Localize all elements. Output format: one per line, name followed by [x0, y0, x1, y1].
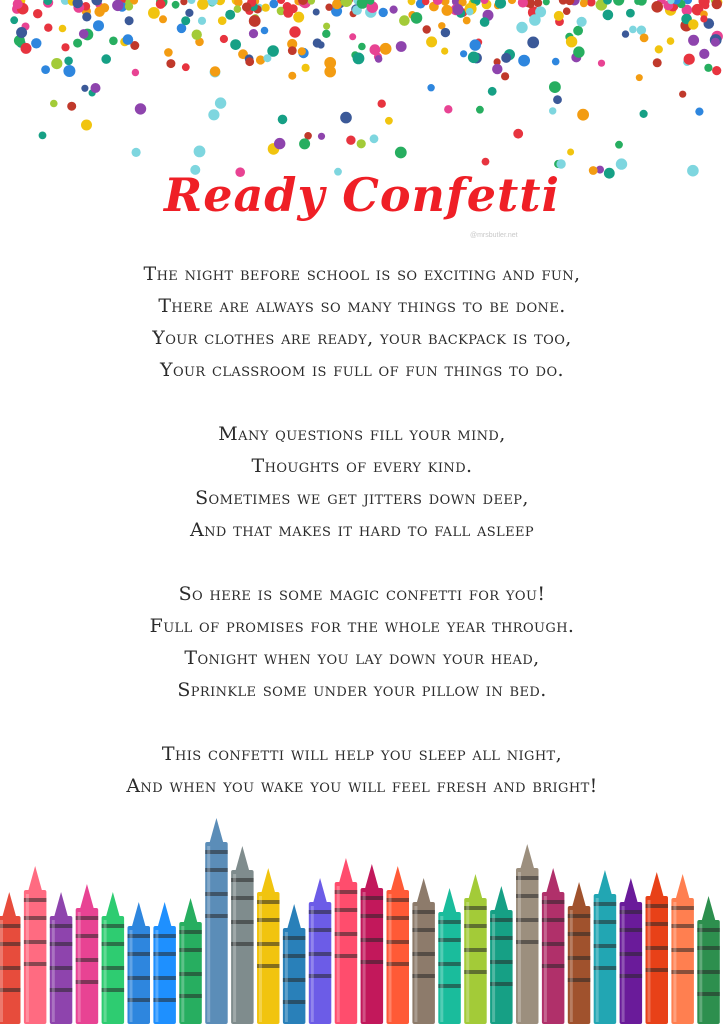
confetti-dot [164, 48, 173, 57]
confetti-dot [684, 54, 695, 65]
confetti-dot [667, 37, 675, 45]
confetti-dot [207, 0, 217, 6]
crayon [179, 898, 202, 1024]
confetti-dot [427, 84, 434, 91]
confetti-dot [573, 26, 583, 36]
confetti-dot [322, 30, 330, 38]
confetti-dot [132, 148, 141, 157]
confetti-dot [423, 25, 431, 33]
crayon [283, 904, 306, 1024]
confetti-dot [577, 17, 587, 27]
confetti-dot [181, 16, 190, 25]
confetti-dot [185, 9, 193, 17]
confetti-dot [249, 29, 258, 38]
confetti-dot [288, 72, 296, 80]
crayon [490, 886, 512, 1024]
confetti-dot [210, 66, 220, 76]
confetti-dot [626, 9, 635, 18]
confetti-dot [688, 35, 699, 46]
confetti-dot [501, 53, 511, 63]
crayons-decoration [0, 810, 724, 1024]
poem-line: Full of promises for the whole year through. [149, 615, 575, 637]
confetti-dot [712, 0, 722, 9]
confetti-dot [148, 7, 160, 19]
confetti-dot [379, 8, 388, 17]
stanza-3 [0, 578, 724, 706]
confetti-dot [304, 132, 312, 140]
confetti-dot [230, 39, 241, 50]
confetti-dot [559, 0, 568, 5]
confetti-dot [349, 33, 356, 40]
crayon [205, 818, 228, 1024]
confetti-dot [269, 0, 278, 8]
confetti-dot [242, 2, 251, 11]
confetti-dot [463, 17, 471, 25]
confetti-dot [73, 39, 82, 48]
confetti-dot [699, 49, 709, 59]
confetti-dot [274, 138, 285, 149]
crayon [128, 902, 151, 1024]
confetti-dot [492, 64, 502, 74]
poem-line: The night before school is so exciting and fun, [143, 263, 581, 285]
crayon [620, 878, 643, 1024]
confetti-dot [324, 57, 336, 69]
watermark-text: @mrsbutler.net [470, 232, 518, 239]
confetti-dot [33, 9, 42, 18]
confetti-dot [640, 110, 648, 118]
confetti-dot [577, 109, 589, 121]
confetti-dot [385, 117, 393, 125]
crayon [50, 892, 73, 1024]
crayon [412, 878, 435, 1024]
confetti-dot [552, 58, 560, 66]
confetti-dot [180, 0, 187, 5]
confetti-dot [132, 69, 139, 76]
confetti-dot [123, 34, 134, 45]
crayon [516, 844, 539, 1024]
confetti-dot [653, 58, 662, 67]
confetti-dot [535, 6, 546, 17]
poem-line: And when you wake you will feel fresh and bright! [126, 775, 598, 797]
confetti-dot [194, 146, 206, 158]
confetti-dot [93, 20, 104, 31]
crayon [646, 872, 669, 1024]
confetti-dot [399, 15, 410, 26]
confetti-dot [580, 0, 588, 7]
confetti-dot [112, 0, 123, 11]
confetti-dot [573, 46, 584, 57]
confetti-dot [587, 0, 596, 7]
confetti-dot [101, 54, 111, 64]
confetti-dot [278, 115, 288, 125]
confetti-dot [358, 43, 366, 51]
confetti-dot [353, 53, 365, 65]
confetti-dot [39, 132, 47, 140]
confetti-dot [159, 15, 167, 23]
confetti-dot [640, 34, 649, 43]
confetti-dot [711, 38, 720, 47]
confetti-dot [513, 129, 523, 139]
confetti-dot [470, 39, 481, 50]
confetti-dot [79, 29, 89, 39]
confetti-dot [549, 81, 561, 93]
confetti-dot [357, 139, 366, 148]
confetti-dot [549, 107, 556, 114]
confetti-dot [688, 19, 698, 29]
confetti-dot [704, 64, 712, 72]
confetti-dot [64, 57, 73, 66]
confetti-dot [370, 134, 379, 143]
poem-line: This confetti will help you sleep all night, [161, 743, 563, 765]
confetti-dot [375, 55, 383, 63]
poem-line: So here is some magic confetti for you! [178, 583, 546, 605]
confetti-dot [516, 22, 527, 33]
confetti-dot [534, 0, 542, 7]
confetti-dot [302, 64, 310, 72]
poem-body [0, 258, 724, 834]
crayon [568, 882, 591, 1024]
confetti-dot [629, 26, 637, 34]
crayon [335, 858, 358, 1024]
confetti-dot [480, 17, 490, 27]
confetti-dot [622, 30, 629, 37]
crayon [231, 846, 254, 1024]
confetti-dot [508, 0, 516, 4]
crayon [542, 868, 565, 1024]
confetti-dot [215, 97, 226, 108]
confetti-dot [125, 2, 133, 10]
confetti-dot [81, 85, 88, 92]
confetti-dot [67, 102, 76, 111]
confetti-dot [636, 74, 643, 81]
confetti-dot [261, 27, 269, 35]
confetti-dot [655, 45, 663, 53]
confetti-dot [651, 1, 663, 13]
poem-line: Thoughts of every kind. [251, 455, 473, 477]
confetti-dot [188, 0, 196, 4]
confetti-dot [615, 141, 623, 149]
confetti-dot [695, 108, 703, 116]
confetti-dot [81, 120, 92, 131]
confetti-dot [298, 47, 306, 55]
confetti-dot [442, 5, 453, 16]
confetti-dot [289, 26, 300, 37]
confetti-dot [166, 59, 175, 68]
confetti-dot [220, 35, 228, 43]
confetti-dot [262, 4, 270, 12]
confetti-dot [31, 38, 41, 48]
confetti-dot [91, 83, 101, 93]
crayon [24, 866, 47, 1024]
confetti-dot [135, 103, 146, 114]
confetti-dot [411, 12, 423, 24]
confetti-dot [182, 63, 190, 71]
confetti-dot [192, 30, 202, 40]
confetti-dot [603, 10, 614, 21]
confetti-dot [460, 50, 467, 57]
confetti-dot [444, 105, 452, 113]
confetti-dot [700, 15, 707, 22]
confetti-dot [378, 100, 386, 108]
crayon [76, 884, 99, 1024]
confetti-dot [82, 12, 91, 21]
crayon [697, 896, 720, 1024]
confetti-dot [44, 24, 52, 32]
confetti-dot [234, 5, 242, 13]
confetti-dot [197, 0, 208, 10]
crayon [102, 892, 125, 1024]
confetti-dot [380, 43, 392, 55]
confetti-dot [208, 109, 219, 120]
confetti-dot [59, 25, 67, 33]
confetti-dot [21, 43, 32, 54]
crayon [361, 864, 384, 1024]
confetti-dot [408, 0, 416, 5]
confetti-dot [554, 11, 564, 21]
poem-line: Sprinkle some under your pillow in bed. [177, 679, 547, 701]
poem-line: Your classroom is full of fun things to do. [160, 359, 564, 381]
confetti-dot [318, 133, 325, 140]
confetti-dot [51, 58, 62, 69]
poem-line: Sometimes we get jitters down deep, [195, 487, 529, 509]
confetti-dot [567, 149, 574, 156]
crayon [0, 892, 21, 1024]
confetti-dot [566, 36, 577, 47]
crayon [438, 888, 461, 1024]
confetti-dot [395, 147, 407, 159]
confetti-dot [325, 3, 332, 10]
confetti-dot [10, 16, 18, 24]
confetti-dot [313, 38, 322, 47]
confetti-dot [172, 1, 180, 9]
poem-line: There are always so many things to be done. [158, 295, 566, 317]
confetti-dot [370, 44, 381, 55]
confetti-dot [346, 136, 355, 145]
confetti-dot [468, 52, 480, 64]
confetti-dot [553, 95, 562, 104]
confetti-dot [41, 65, 50, 74]
poem-line: And that makes it hard to fall asleep [189, 519, 535, 541]
confetti-dot [712, 66, 721, 75]
confetti-dot [563, 7, 571, 15]
confetti-dot [340, 112, 352, 124]
confetti-dot [283, 2, 292, 11]
confetti-dot [263, 54, 271, 62]
confetti-dot [390, 6, 398, 14]
crayon [309, 878, 332, 1024]
confetti-dot [679, 91, 686, 98]
crayon [671, 874, 694, 1024]
stanza-4 [0, 738, 724, 802]
confetti-dot [16, 27, 27, 38]
stanza-2 [0, 418, 724, 546]
confetti-dot [452, 4, 463, 15]
confetti-dot [441, 48, 448, 55]
confetti-dot [613, 0, 624, 6]
confetti-dot [488, 87, 497, 96]
confetti-dot [156, 0, 166, 9]
confetti-dot [501, 72, 509, 80]
poem-line: Tonight when you lay down your head, [184, 647, 540, 669]
confetti-dot [218, 16, 227, 25]
confetti-dot [441, 28, 450, 37]
crayon [594, 870, 617, 1024]
confetti-dot [543, 0, 550, 5]
confetti-dot [61, 43, 69, 51]
confetti-dot [100, 3, 109, 12]
confetti-dot [225, 10, 235, 20]
confetti-dot [109, 37, 118, 46]
confetti-dot [63, 65, 75, 77]
confetti-dot [313, 9, 320, 16]
confetti-dot [527, 37, 539, 49]
confetti-dot [396, 41, 407, 52]
stanza-1 [0, 258, 724, 386]
confetti-dot [637, 26, 646, 35]
confetti-dot [299, 138, 310, 149]
crayon [387, 866, 410, 1024]
poem-title: Ready Confetti [164, 168, 560, 222]
confetti-dot [249, 15, 261, 27]
confetti-dot [476, 106, 484, 114]
confetti-dot [245, 57, 254, 66]
confetti-dot [426, 36, 437, 47]
crayon [153, 902, 176, 1024]
confetti-dot [277, 0, 285, 4]
poem-line: Many questions fill your mind, [218, 423, 506, 445]
confetti-dot [518, 55, 530, 67]
confetti-dot [466, 8, 474, 16]
confetti-dot [50, 100, 58, 108]
crayon [257, 868, 280, 1024]
confetti-dot [198, 17, 206, 25]
confetti-dot [598, 60, 605, 67]
confetti-dot [293, 12, 304, 23]
confetti-dot [482, 158, 490, 166]
confetti-dot [288, 46, 297, 55]
poem-line: Your clothes are ready, your backpack is too, [152, 327, 572, 349]
crayon [464, 874, 487, 1024]
confetti-dot [323, 23, 330, 30]
confetti-dot [125, 16, 134, 25]
